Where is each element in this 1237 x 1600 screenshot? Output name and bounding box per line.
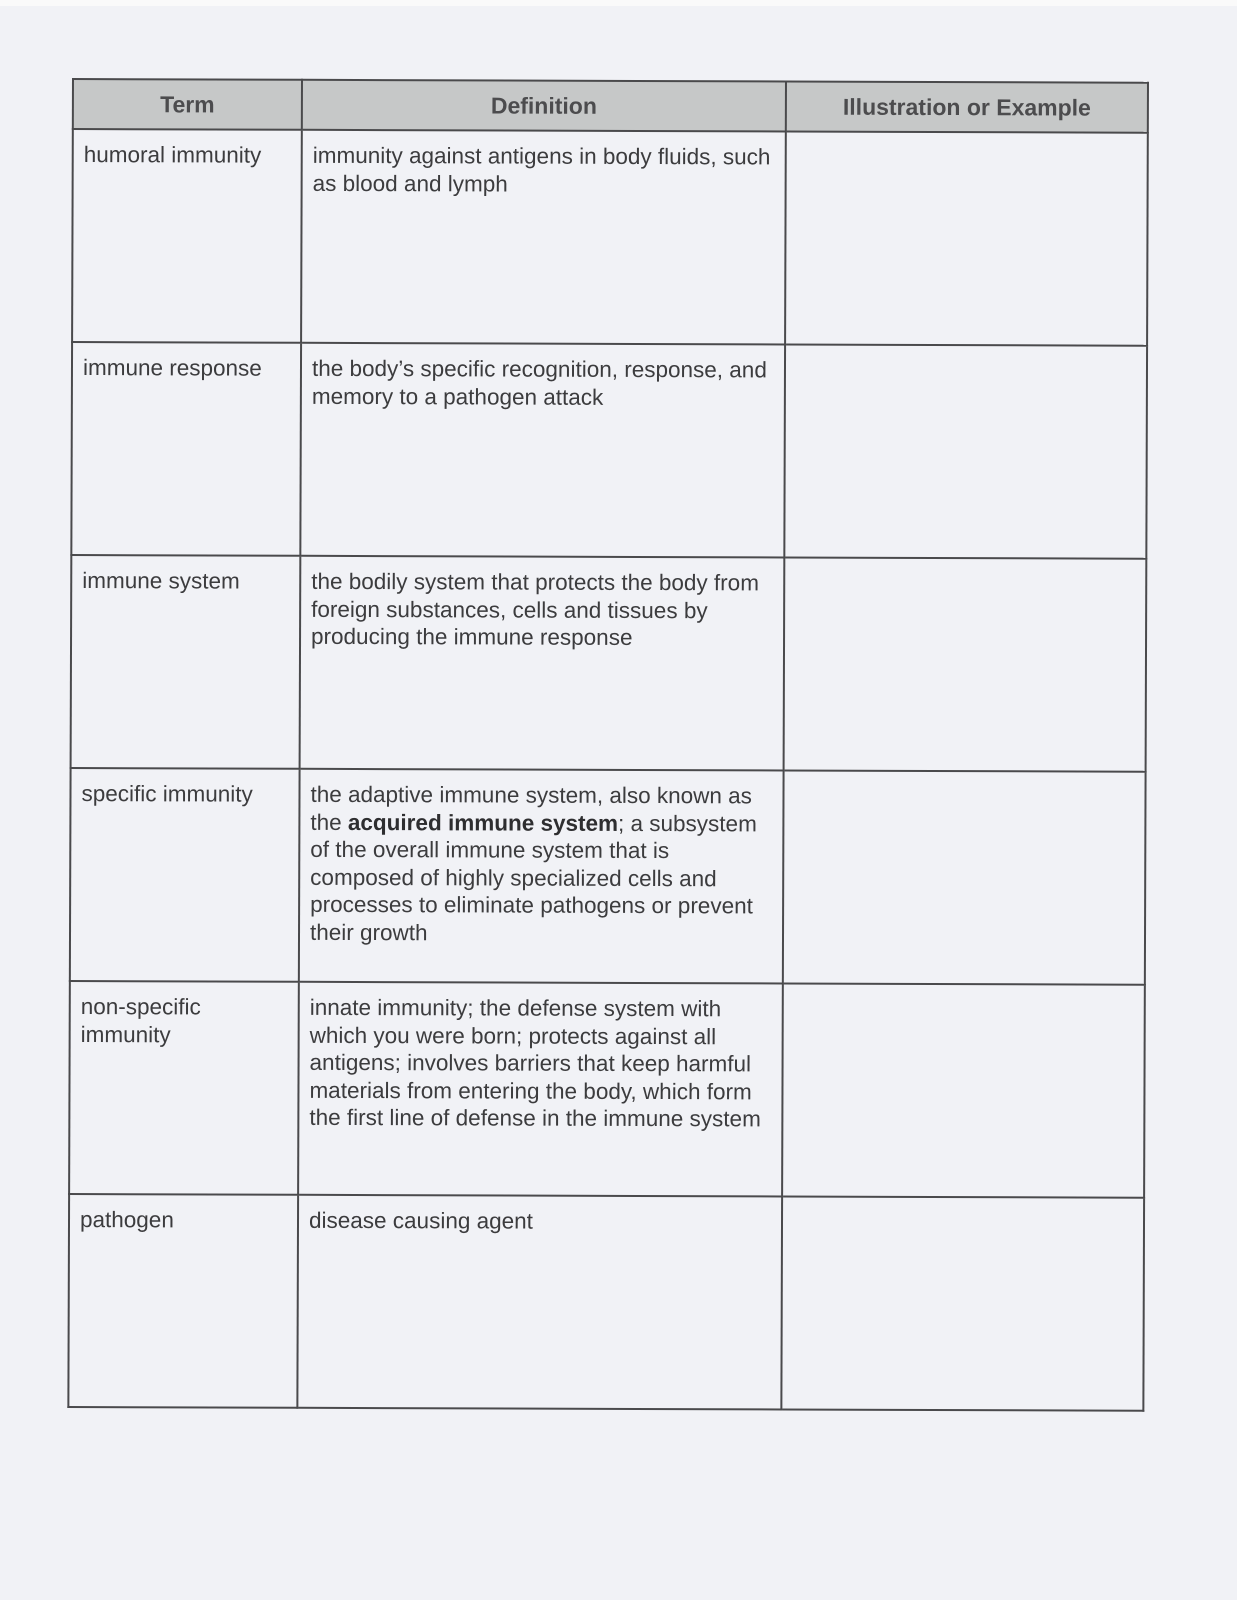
illustration-cell[interactable] <box>785 131 1148 345</box>
definition-bold-term: acquired immune system <box>347 809 619 836</box>
term-cell: non-specific immunity <box>69 981 299 1195</box>
term-cell: immune system <box>71 555 301 769</box>
table-row <box>69 981 1145 1198</box>
definition-cell: disease causing agent <box>297 1195 782 1410</box>
header-illustration: Illustration or Example <box>786 81 1148 132</box>
definition-cell: immunity against antigens in body fluids, such as blood and lymph <box>301 130 786 345</box>
term-cell: specific immunity <box>70 768 300 982</box>
definition-cell <box>299 769 784 984</box>
term-cell: pathogen <box>68 1194 298 1408</box>
illustration-cell[interactable] <box>784 344 1147 558</box>
table-row <box>71 555 1147 772</box>
term-cell: humoral immunity <box>72 129 302 343</box>
vocabulary-table <box>67 78 1149 1412</box>
term-cell: immune response <box>71 342 301 556</box>
header-term: Term <box>73 79 302 130</box>
header-definition: Definition <box>302 80 786 132</box>
illustration-cell[interactable] <box>781 1196 1144 1410</box>
page-edge <box>0 0 1237 6</box>
illustration-cell[interactable] <box>782 983 1145 1197</box>
illustration-cell[interactable] <box>784 557 1147 771</box>
header-row <box>73 79 1148 133</box>
table-row <box>71 342 1147 559</box>
table-row <box>68 1194 1144 1411</box>
definition-text: ; a subsystem of the overall immune system that is composed of highly specialized cells and processes to eliminate pathogens or prevent their growth <box>309 810 757 945</box>
definition-cell: the bodily system that protects the body from foreign substances, cells and tissues by producing the immune response <box>300 556 785 771</box>
table-row <box>72 129 1148 346</box>
definition-cell: the body’s specific recognition, response, and memory to a pathogen attack <box>300 343 785 558</box>
illustration-cell[interactable] <box>783 770 1146 984</box>
definition-text: the adaptive immune system, also known as the <box>310 781 753 835</box>
table-row <box>70 768 1146 985</box>
definition-cell: innate immunity; the defense system with which you were born; protects against all antigens; involves barriers that keep harmful materials from entering the body, which form the first line of defense in the immune system <box>298 982 783 1197</box>
